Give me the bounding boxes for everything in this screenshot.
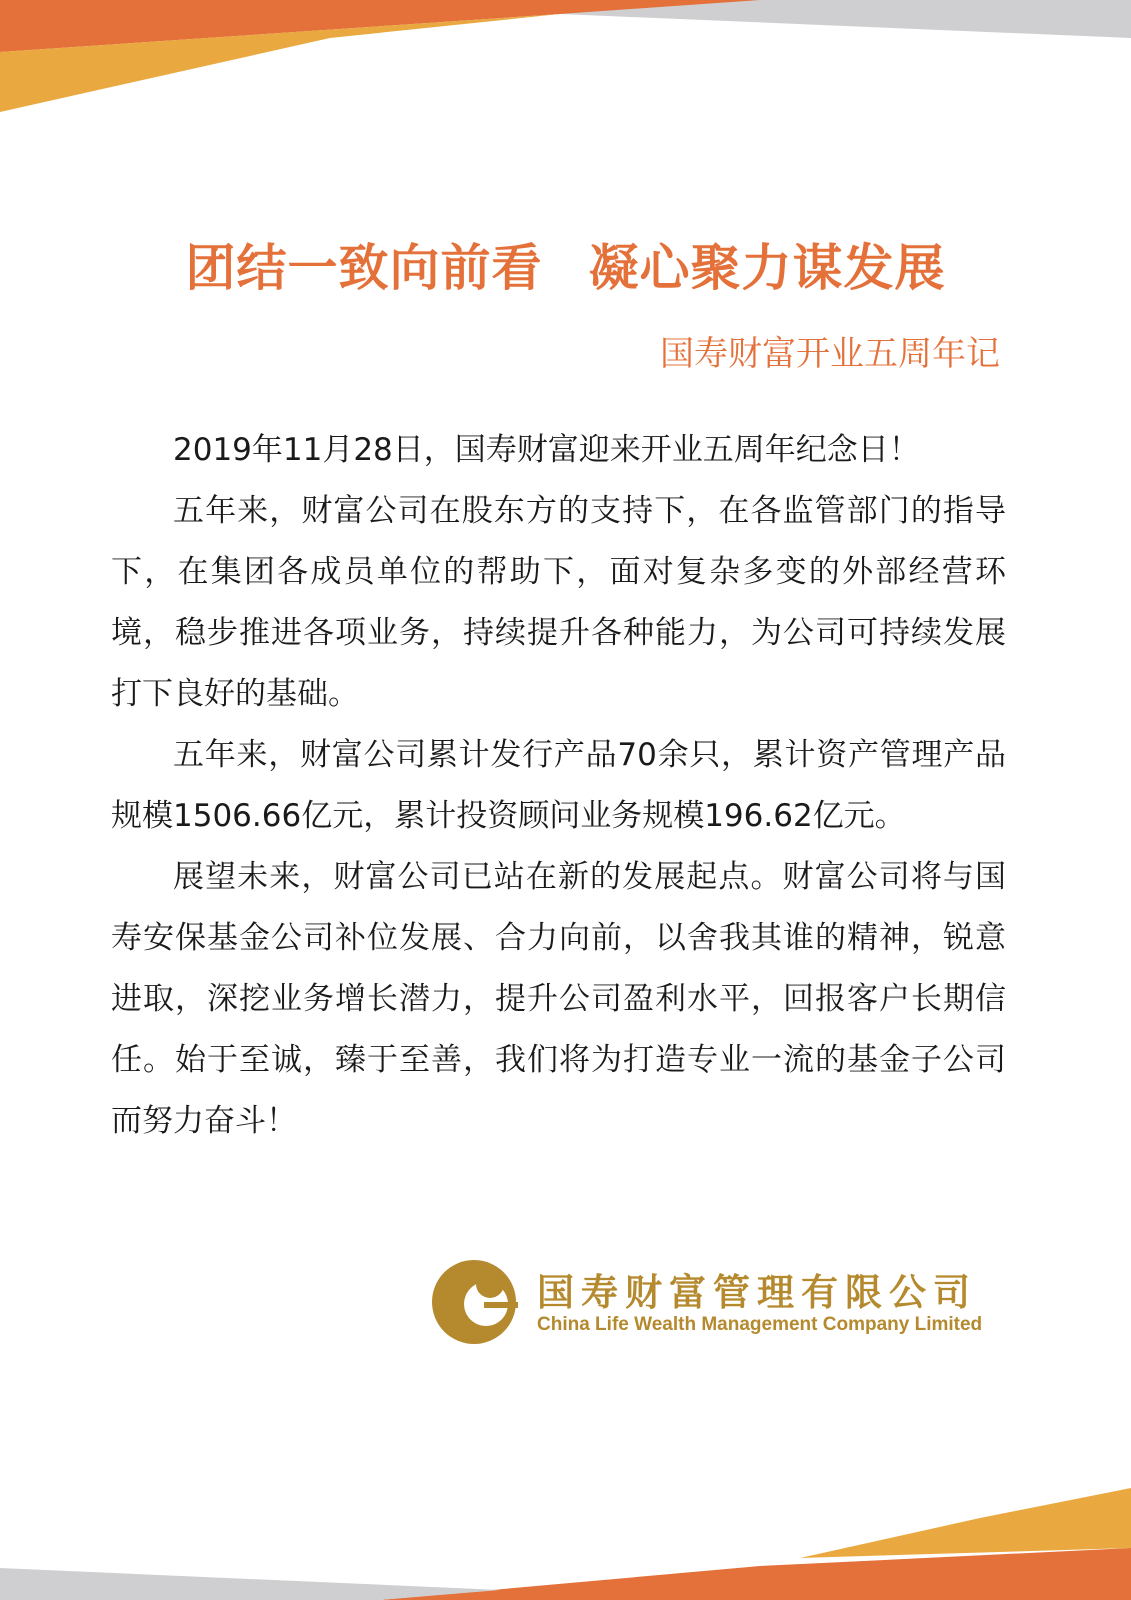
paragraph-4: 展望未来，财富公司已站在新的发展起点。财富公司将与国寿安保基金公司补位发展、合力向前，以舍我其谁的精神，锐意进取，深挖业务增长潜力，提升公司盈利水平，回报客户长期信任。始于至诚，臻于至善，我们将为打造专业一流的基金子公司而努力奋斗！: [111, 859, 1006, 1139]
company-logo: [430, 1258, 1010, 1348]
page-subtitle: 国寿财富开业五周年记: [660, 334, 1000, 374]
top-gray-band: [0, 0, 1131, 38]
page-title: [0, 228, 1131, 300]
paragraph-1: 2019年11月28日，国寿财富迎来开业五周年纪念日！: [173, 432, 920, 468]
logo-name-cn: 国寿财富管理有限公司: [537, 1271, 977, 1314]
article-body: [111, 420, 1006, 1152]
top-orange-band: [0, 0, 760, 52]
paragraph-2: 五年来，财富公司在股东方的支持下，在各监管部门的指导下，在集团各成员单位的帮助下，面对复杂多变的外部经营环境，稳步推进各项业务，持续提升各种能力，为公司可持续发展打下良好的基础。: [111, 493, 1006, 712]
paragraph-3: 五年来，财富公司累计发行产品70余只，累计资产管理产品规模1506.66亿元，累计投资顾问业务规模196.62亿元。: [111, 737, 1006, 834]
china-life-logo-icon: [430, 1258, 518, 1346]
top-yellow-band: [0, 14, 560, 112]
bottom-orange-band: [380, 1530, 1131, 1600]
logo-name-en: China Life Wealth Management Company Limited: [537, 1314, 983, 1335]
title-part-2: 凝心聚力谋发展: [588, 239, 946, 297]
bottom-gray-band: [0, 1568, 500, 1600]
title-part-1: 团结一致向前看: [185, 239, 543, 297]
bottom-yellow-band: [800, 1488, 1131, 1558]
